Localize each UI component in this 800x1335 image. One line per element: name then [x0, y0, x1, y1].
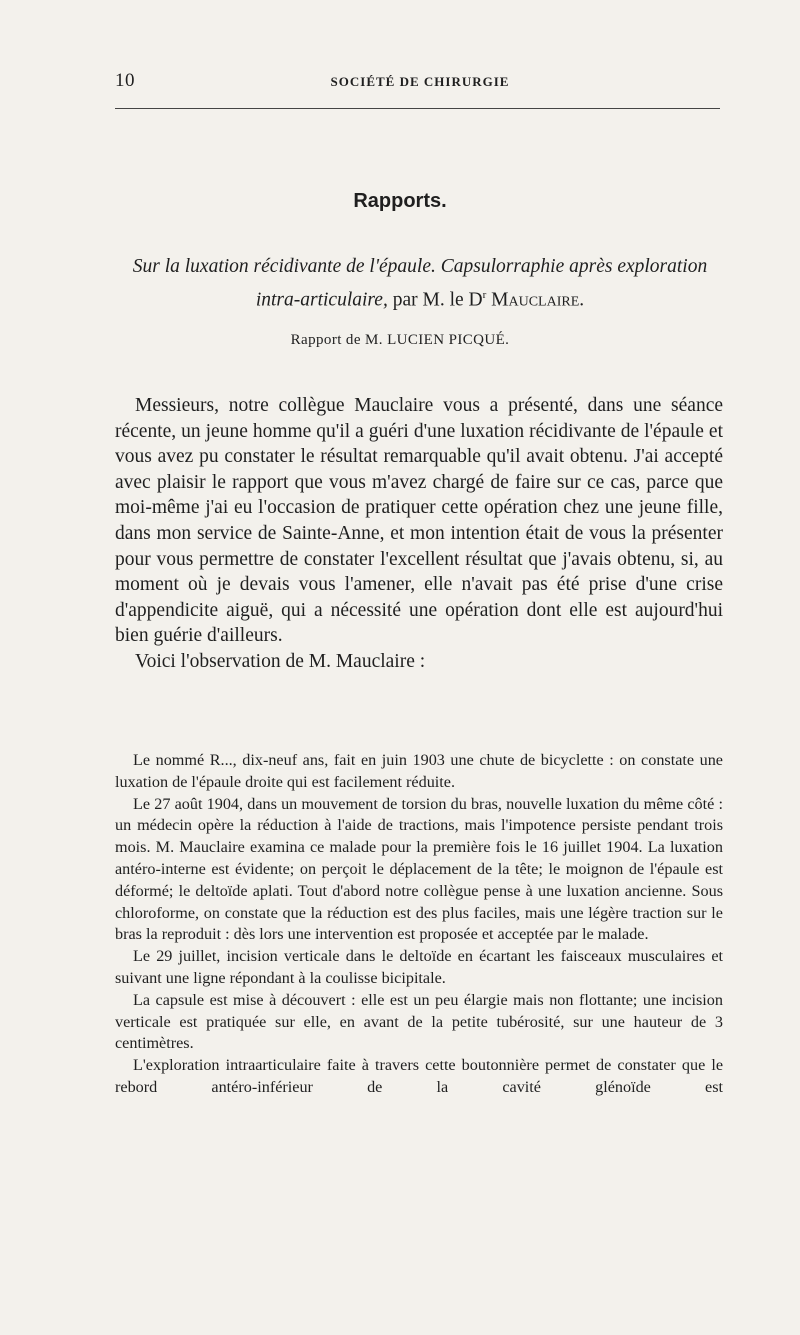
reporter-line: Rapport de M. LUCIEN PICQUÉ.: [290, 332, 510, 348]
article-title: [120, 252, 720, 315]
article-author-sup: r: [482, 289, 487, 301]
article-author-name: Mauclaire.: [486, 289, 585, 311]
body-paragraph: Messieurs, notre collègue Mauclaire vous a présenté, dans une séance récente, un jeune homme qu'il a guéri d'une luxation récidivante de l'épaule et vous avez pu constater le résultat remarquable qu'il avait obtenu. J'ai accepté avec plaisir le rapport que vous m'avez chargé de faire sur ce cas, parce que moi-même j'ai eu l'occasion de pratiquer cette opération chez une jeune fille, dans mon service de Sainte-Anne, et mon intention était de vous la présenter pour vous permettre de constater l'excellent résultat que j'avais obtenu, si, au moment où je devais vous l'amener, elle n'avait pas été prise d'une crise d'appendicite aiguë, qui a nécessité une opération dont elle est aujourd'hui bien guérie d'ailleurs.: [115, 395, 723, 647]
report-body: [115, 393, 723, 675]
body-paragraph: Voici l'observation de M. Mauclaire :: [135, 650, 426, 672]
observation-body: [115, 750, 723, 1099]
observation-paragraph: La capsule est mise à découvert : elle est un peu élargie mais non flottante; une incision verticale est pratiquée sur elle, en avant de la petite tubérosité, sur une hauteur de 3 centimètres.: [115, 990, 723, 1053]
page-number: 10: [115, 70, 135, 91]
observation-paragraph: Le nommé R..., dix-neuf ans, fait en juin 1903 une chute de bicyclette : on constate une luxation de l'épaule droite qui est facilement réduite.: [115, 751, 723, 791]
observation-paragraph: Le 29 juillet, incision verticale dans le deltoïde en écartant les faisceaux musculaires et suivant une ligne répondant à la coulisse bicipitale.: [115, 947, 723, 987]
section-title: Rapports.: [353, 190, 447, 212]
observation-paragraph: L'exploration intraarticulaire faite à travers cette boutonnière permet de constater que le rebord antéro-inférieur de la cavité glénoïde est: [115, 1056, 723, 1096]
header-rule: [115, 108, 720, 109]
observation-paragraph: Le 27 août 1904, dans un mouvement de torsion du bras, nouvelle luxation du même côté : un médecin opère la réduction à l'aide de tractions, mais l'impotence persiste pendant trois mois. M. Mauclaire examina ce malade pour la première fois le 16 juillet 1904. La luxation antéro-interne est évidente; on perçoit le déplacement de la tête; le moignon de l'épaule est déformé; le deltoïde aplati. Tout d'abord notre collègue pense à une luxation ancienne. Sous chloroforme, on constate que la réduction est des plus faciles, mais une légère traction sur le bras la reproduit : dès lors une intervention est proposée et acceptée par le malade.: [115, 794, 723, 944]
running-head: SOCIÉTÉ DE CHIRURGIE: [330, 74, 510, 89]
page-header: [115, 70, 725, 96]
article-title-italic: Sur la luxation récidivante de l'épaule. Capsulorraphie après exploration intra-articulaire,: [132, 256, 708, 311]
article-author-prefix: par M. le D: [387, 289, 483, 311]
